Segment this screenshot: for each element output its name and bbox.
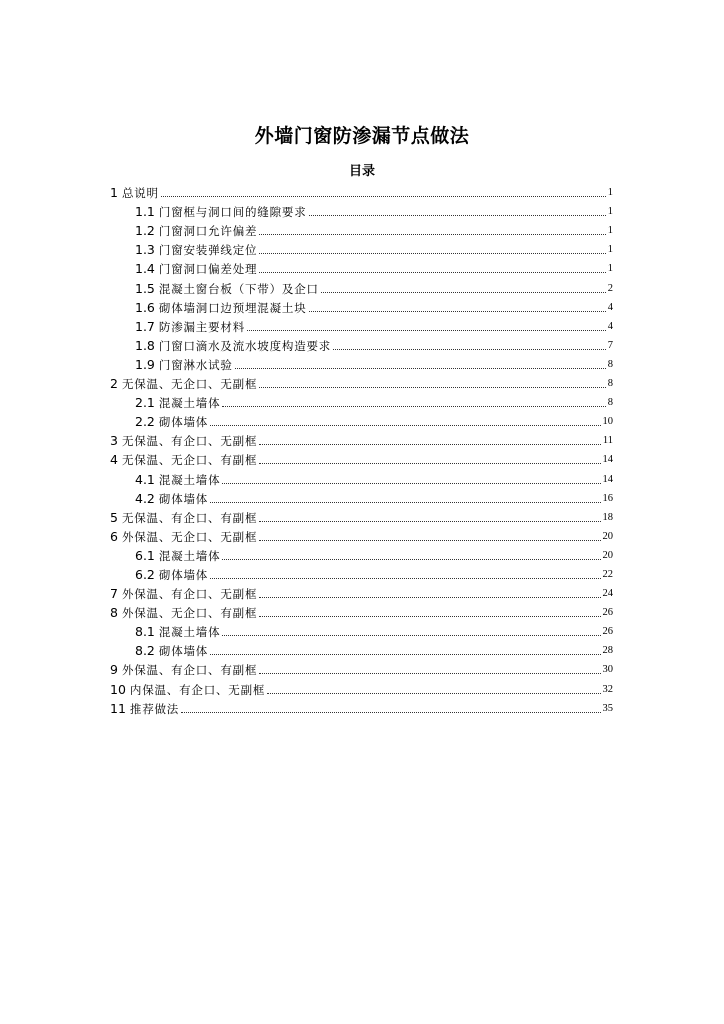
toc-entry[interactable]	[110, 296, 613, 315]
toc-entry[interactable]	[110, 181, 613, 200]
toc-entry-page-number: 26	[602, 626, 613, 638]
toc-entry[interactable]	[110, 563, 613, 582]
toc-dot-leader	[210, 425, 600, 426]
toc-entry-page-number: 1	[607, 244, 613, 256]
toc-entry-title: 混凝土窗台板（下带）及企口	[158, 281, 319, 296]
toc-entry-page-number: 16	[602, 492, 613, 504]
toc-entry[interactable]	[110, 506, 613, 525]
toc-dot-leader	[210, 502, 600, 503]
toc-entry[interactable]	[110, 677, 613, 696]
toc-entry[interactable]	[110, 601, 613, 620]
toc-entry[interactable]	[110, 200, 613, 219]
toc-entry-number: 6	[110, 528, 118, 544]
toc-dot-leader	[259, 597, 600, 598]
toc-entry-number: 9	[110, 662, 118, 678]
toc-entry-page-number: 4	[607, 320, 613, 332]
toc-entry[interactable]	[110, 525, 613, 544]
table-of-contents	[110, 181, 613, 716]
toc-entry-number: 1.6	[135, 299, 155, 315]
toc-entry-title: 外保温、有企口、无副框	[121, 587, 258, 602]
toc-entry[interactable]	[110, 315, 613, 334]
toc-entry-title: 门窗安装弹线定位	[158, 243, 258, 258]
toc-entry[interactable]	[110, 372, 613, 391]
toc-entry-title: 推荐做法	[129, 701, 180, 716]
toc-entry-title: 总说明	[121, 186, 159, 201]
toc-entry-title: 内保温、有企口、无副框	[129, 682, 266, 697]
toc-entry-number: 8.2	[135, 643, 155, 659]
toc-dot-leader	[210, 578, 600, 579]
toc-dot-leader	[259, 387, 605, 388]
toc-dot-leader	[321, 292, 606, 293]
toc-entry-number: 8	[110, 605, 118, 621]
toc-entry-page-number: 11	[602, 435, 613, 447]
toc-entry-title: 门窗口滴水及流水坡度构造要求	[158, 338, 332, 353]
toc-entry-number: 5	[110, 509, 118, 525]
toc-entry-title: 无保温、无企口、无副框	[121, 377, 258, 392]
toc-dot-leader	[161, 196, 606, 197]
toc-entry[interactable]	[110, 334, 613, 353]
toc-entry-title: 混凝土墙体	[158, 548, 221, 563]
toc-entry-number: 1.1	[135, 204, 155, 220]
toc-entry-number: 1.8	[135, 337, 155, 353]
toc-entry-number: 1.7	[135, 318, 155, 334]
toc-entry-number: 8.1	[135, 624, 155, 640]
toc-heading: 目录	[348, 164, 375, 179]
toc-entry-number: 1	[110, 185, 118, 201]
toc-entry-title: 无保温、有企口、无副框	[121, 434, 258, 449]
toc-entry-title: 防渗漏主要材料	[158, 319, 245, 334]
toc-entry-title: 砌体墙体	[158, 567, 209, 582]
toc-dot-leader	[259, 444, 601, 445]
toc-dot-leader	[267, 693, 600, 694]
toc-entry-number: 1.9	[135, 356, 155, 372]
toc-entry[interactable]	[110, 257, 613, 276]
toc-entry-page-number: 7	[607, 339, 613, 351]
toc-dot-leader	[259, 463, 600, 464]
toc-entry-page-number: 8	[607, 358, 613, 370]
toc-entry-number: 4	[110, 452, 118, 468]
toc-entry-number: 2.2	[135, 414, 155, 430]
toc-entry-page-number: 14	[602, 454, 613, 466]
toc-entry-title: 门窗框与洞口间的缝隙要求	[158, 205, 307, 220]
toc-entry-page-number: 1	[607, 206, 613, 218]
toc-dot-leader	[259, 673, 600, 674]
toc-entry-number: 1.2	[135, 223, 155, 239]
toc-entry-number: 11	[110, 700, 126, 716]
toc-dot-leader	[181, 712, 600, 713]
toc-dot-leader	[222, 483, 600, 484]
toc-entry-title: 砌体墙洞口边预埋混凝土块	[158, 300, 307, 315]
toc-entry-page-number: 20	[602, 530, 613, 542]
toc-entry-title: 外保温、有企口、有副框	[121, 663, 258, 678]
toc-entry-number: 3	[110, 433, 118, 449]
toc-entry-page-number: 20	[602, 549, 613, 561]
toc-entry[interactable]	[110, 582, 613, 601]
toc-entry[interactable]	[110, 276, 613, 295]
toc-entry-page-number: 8	[607, 397, 613, 409]
toc-entry[interactable]	[110, 410, 613, 429]
toc-entry-number: 2.1	[135, 395, 155, 411]
toc-entry[interactable]	[110, 697, 613, 716]
toc-entry-page-number: 30	[602, 664, 613, 676]
toc-entry[interactable]	[110, 639, 613, 658]
toc-entry-number: 2	[110, 376, 118, 392]
toc-entry[interactable]	[110, 544, 613, 563]
toc-entry-page-number: 26	[602, 607, 613, 619]
toc-entry-page-number: 4	[607, 301, 613, 313]
toc-entry-title: 混凝土墙体	[158, 396, 221, 411]
toc-entry-title: 门窗洞口偏差处理	[158, 262, 258, 277]
toc-dot-leader	[210, 654, 600, 655]
toc-dot-leader	[259, 616, 600, 617]
toc-entry[interactable]	[110, 448, 613, 467]
toc-entry-title: 混凝土墙体	[158, 472, 221, 487]
toc-dot-leader	[309, 215, 606, 216]
toc-entry-number: 4.1	[135, 471, 155, 487]
toc-dot-leader	[222, 559, 600, 560]
toc-entry-number: 1.3	[135, 242, 155, 258]
toc-entry-number: 1.4	[135, 261, 155, 277]
toc-entry-page-number: 22	[602, 568, 613, 580]
toc-entry-title: 门窗洞口允许偏差	[158, 224, 258, 239]
toc-entry-page-number: 35	[602, 702, 613, 714]
toc-entry-title: 砌体墙体	[158, 491, 209, 506]
toc-dot-leader	[235, 368, 606, 369]
toc-entry-number: 6.2	[135, 566, 155, 582]
toc-dot-leader	[259, 521, 600, 522]
toc-dot-leader	[247, 330, 606, 331]
toc-entry-title: 无保温、有企口、有副框	[121, 510, 258, 525]
toc-entry-number: 4.2	[135, 490, 155, 506]
toc-entry-title: 门窗淋水试验	[158, 357, 233, 372]
toc-dot-leader	[259, 234, 605, 235]
toc-entry-page-number: 32	[602, 683, 613, 695]
toc-dot-leader	[309, 311, 606, 312]
toc-dot-leader	[259, 540, 600, 541]
toc-entry-number: 7	[110, 586, 118, 602]
toc-entry-title: 砌体墙体	[158, 644, 209, 659]
toc-entry-page-number: 18	[602, 511, 613, 523]
toc-entry[interactable]	[110, 467, 613, 486]
toc-entry-page-number: 1	[607, 187, 613, 199]
toc-entry-page-number: 1	[607, 225, 613, 237]
toc-entry[interactable]	[110, 620, 613, 639]
toc-entry[interactable]	[110, 429, 613, 448]
toc-entry-number: 10	[110, 681, 126, 697]
toc-entry-title: 砌体墙体	[158, 415, 209, 430]
toc-entry-page-number: 14	[602, 473, 613, 485]
toc-entry-title: 混凝土墙体	[158, 625, 221, 640]
toc-entry-number: 1.5	[135, 280, 155, 296]
toc-entry-title: 外保温、无企口、有副框	[121, 606, 258, 621]
toc-dot-leader	[222, 406, 605, 407]
toc-dot-leader	[222, 635, 600, 636]
toc-entry-page-number: 28	[602, 645, 613, 657]
toc-entry-page-number: 1	[607, 263, 613, 275]
toc-entry[interactable]	[110, 658, 613, 677]
toc-entry-title: 外保温、无企口、无副框	[121, 529, 258, 544]
toc-entry-number: 6.1	[135, 547, 155, 563]
toc-entry-page-number: 8	[607, 378, 613, 390]
toc-dot-leader	[259, 253, 605, 254]
toc-entry-page-number: 24	[602, 588, 613, 600]
toc-entry[interactable]	[110, 238, 613, 257]
toc-entry[interactable]	[110, 487, 613, 506]
document-title: 外墙门窗防渗漏节点做法	[254, 125, 470, 147]
toc-dot-leader	[333, 349, 606, 350]
toc-entry[interactable]	[110, 391, 613, 410]
toc-dot-leader	[259, 272, 605, 273]
toc-entry-page-number: 10	[602, 416, 613, 428]
toc-entry[interactable]	[110, 219, 613, 238]
toc-entry[interactable]	[110, 353, 613, 372]
toc-entry-title: 无保温、无企口、有副框	[121, 453, 258, 468]
toc-entry-page-number: 2	[607, 282, 613, 294]
